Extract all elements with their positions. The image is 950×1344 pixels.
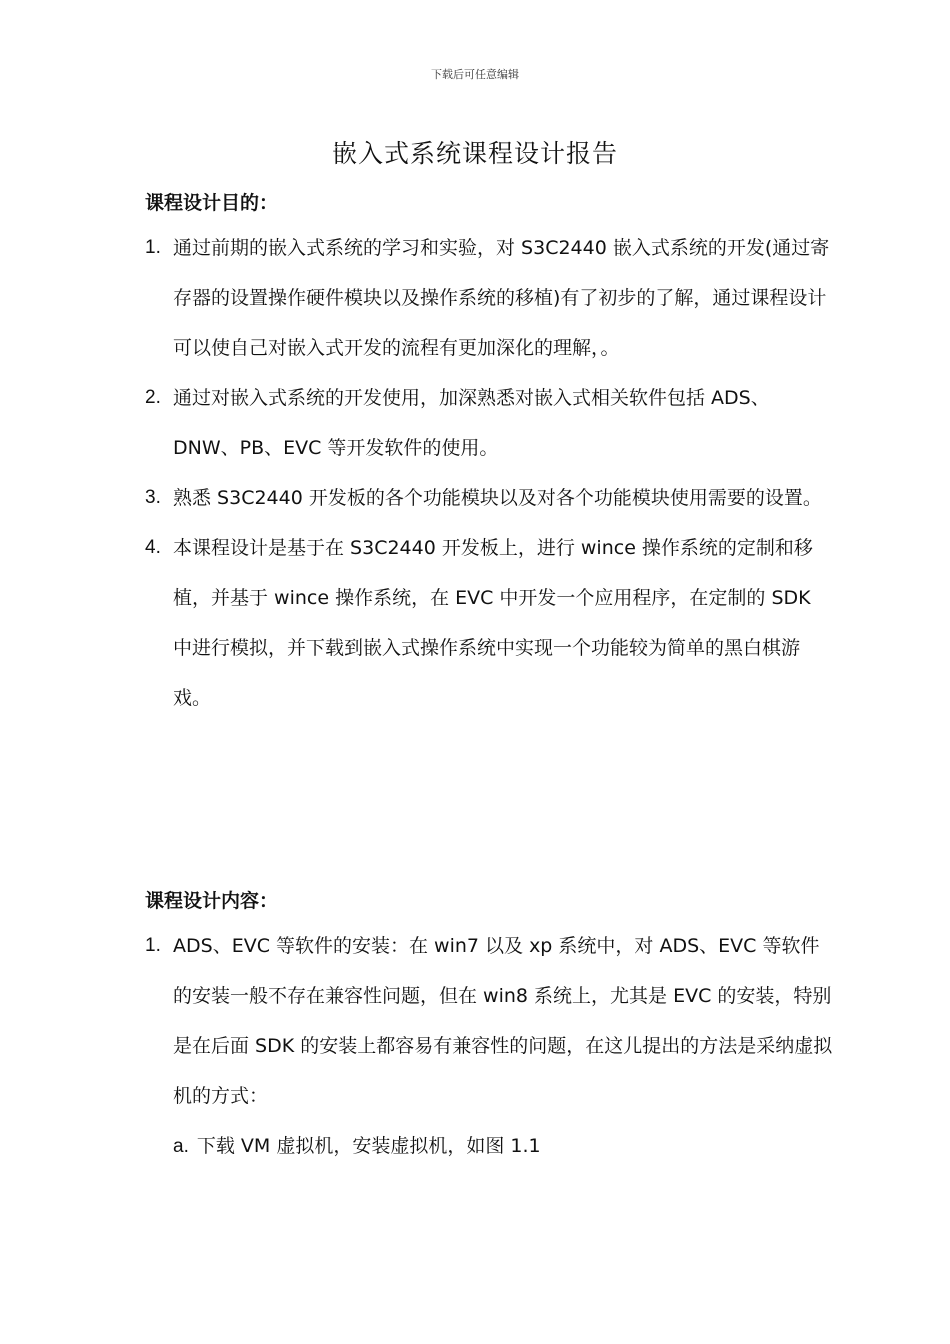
list-item-text: 本课程设计是基于在 S3C2440 开发板上，进行 wince 操作系统的定制和移植，并基于 wince 操作系统，在 EVC 中开发一个应用程序，在定制的 SDK 中进行模拟，并下载到嵌入式操作系统中实现一个功能较为简单的黑白棋游戏。 xyxy=(173,537,813,709)
content-list xyxy=(145,921,835,1172)
section-heading-content: 课程设计内容： xyxy=(145,890,279,912)
document-title: 嵌入式系统课程设计报告 xyxy=(331,139,618,168)
sub-list-item-text: 下载 VM 虚拟机，安装虚拟机，如图 1.1 xyxy=(196,1135,541,1157)
list-number: 2. xyxy=(145,387,161,408)
list-item xyxy=(145,223,835,373)
list-number: 1. xyxy=(145,935,161,956)
list-item xyxy=(145,523,835,723)
list-item-text: 通过对嵌入式系统的开发使用，加深熟悉对嵌入式相关软件包括 ADS、DNW、PB、EVC 等开发软件的使用。 xyxy=(173,387,770,459)
list-item-text: 熟悉 S3C2440 开发板的各个功能模块以及对各个功能模块使用需要的设置。 xyxy=(173,487,822,509)
list-number: 1. xyxy=(145,237,161,258)
header-note: 下载后可任意编辑 xyxy=(431,68,519,81)
list-number: 3. xyxy=(145,487,161,508)
section-heading-purpose: 课程设计目的： xyxy=(145,192,279,214)
sub-list-item xyxy=(145,1121,835,1172)
list-item xyxy=(145,921,835,1121)
list-number: 4. xyxy=(145,537,161,558)
list-item xyxy=(145,373,835,473)
sub-list-marker: a. xyxy=(173,1136,189,1157)
purpose-list xyxy=(145,223,835,723)
list-item xyxy=(145,473,835,523)
list-item-text: ADS、EVC 等软件的安装：在 win7 以及 xp 系统中，对 ADS、EVC 等软件的安装一般不存在兼容性问题，但在 win8 系统上，尤其是 EVC 的安装，特别是在后面 SDK 的安装上都容易有兼容性的问题，在这儿提出的方法是采纳虚拟机的方式： xyxy=(173,935,833,1107)
list-item-text: 通过前期的嵌入式系统的学习和实验，对 S3C2440 嵌入式系统的开发(通过寄存器的设置操作硬件模块以及操作系统的移植)有了初步的了解，通过课程设计可以使自己对嵌入式开发的流程有更加深化的理解，。 xyxy=(173,237,830,359)
